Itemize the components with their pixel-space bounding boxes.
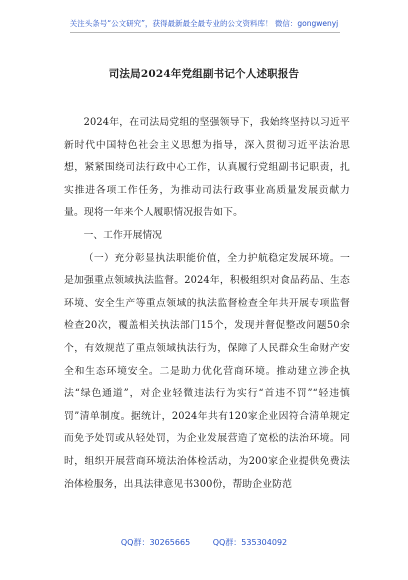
- footer: [0, 537, 408, 548]
- header-banner: 关注头条号“公文研究”，获得最新最全最专业的公文资料库！ 微信：gongwenyj: [69, 19, 339, 28]
- document-title: 司法局2024年党组副书记个人述职报告: [108, 68, 300, 80]
- section-heading: 一、工作开展情况: [83, 229, 162, 241]
- footer-qq-group-2: QQ群：535304092: [212, 538, 288, 547]
- body-paragraph: （一）充分彰显执法职能价值，全力护航稳定发展环境。一是加强重点领域执法监督。2024年，积极组织对食品药品、生态环境、安全生产等重点领域的执法监督检查全年共开展专项监督检查20次，覆盖相关执法部门15个，发现并督促整改问题50余个，有效规范了重点领域执法行为，保障了人民群众生命财产安全和生态环境安全。二是助力优化营商环境。推动建立涉企执法“绿色通道”，对企业轻微违法行为实行“首违不罚”“轻违慎罚”清单制度。据统计，2024年共有120家企业因符合清单规定而免予处罚或从轻处罚，为企业发展营造了宽松的法治环境。同时，组织开展营商环境法治体检活动，为200家企业提供免费法治体检服务，出具法律意见书300份，帮助企业防范: [64, 252, 350, 490]
- document-body: [64, 112, 350, 496]
- footer-qq-group-1: QQ群：30265665: [120, 538, 191, 547]
- intro-paragraph: 2024年，在司法局党组的坚强领导下，我始终坚持以习近平新时代中国特色社会主义思想为指导，深入贯彻习近平法治思想，紧紧围绕司法行政中心工作，认真履行党组副书记职责，扎实推进各项工作任务，为推动司法行政事业高质量发展贡献力量。现将一年来个人履职情况报告如下。: [64, 117, 350, 219]
- header-divider: [70, 32, 340, 33]
